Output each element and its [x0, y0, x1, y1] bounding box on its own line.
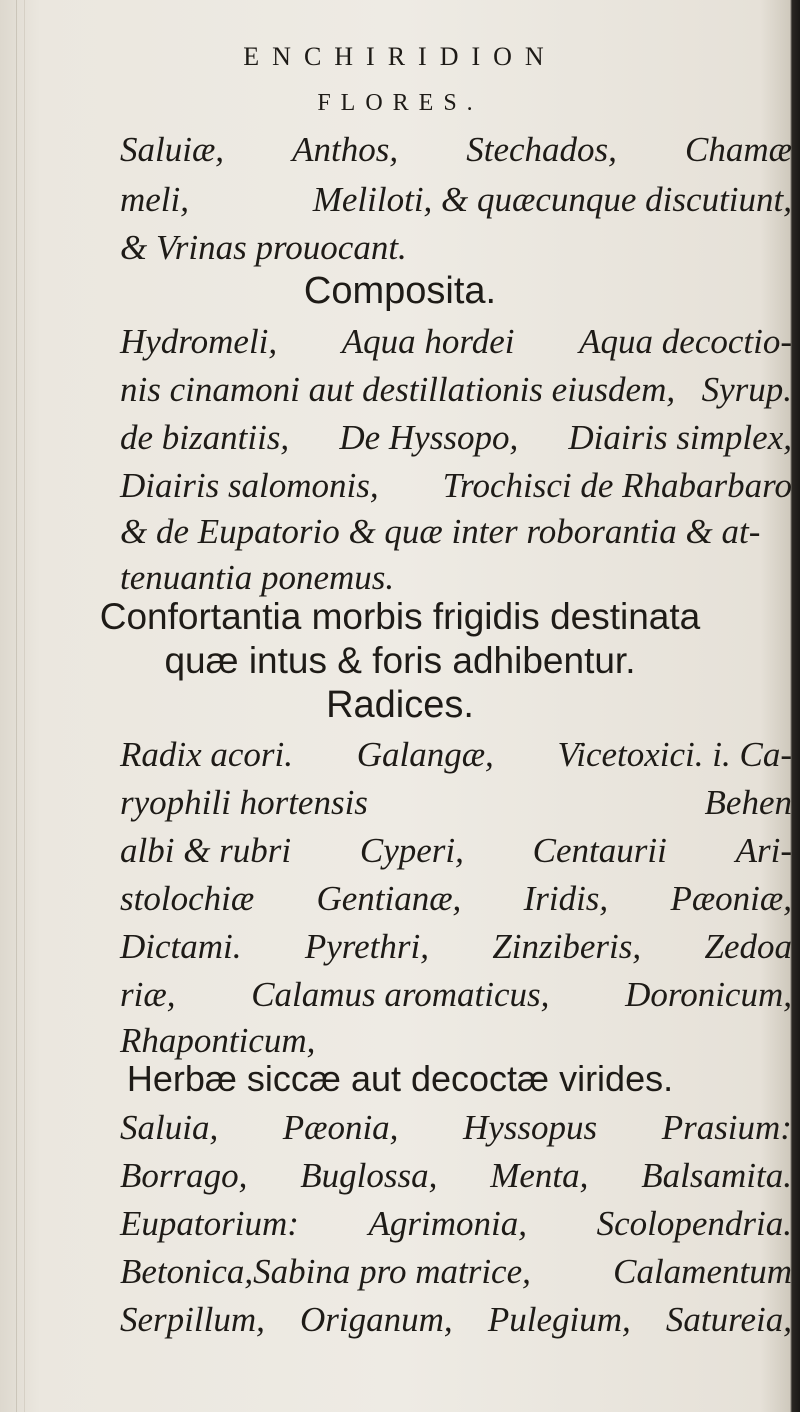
text-entry: Origanum, [300, 1300, 453, 1339]
text-entry: Galangæ, [356, 735, 494, 774]
flores-line-1 [120, 130, 792, 170]
text-entry: Vicetoxici. i. Ca- [557, 735, 792, 774]
section-title-herbae: Herbæ siccæ aut decoctæ virides. [126, 1058, 674, 1099]
text-entry: Hyssopus [462, 1108, 598, 1147]
text-entry: Menta, [490, 1156, 589, 1195]
text-entry: Calamus aromaticus, [251, 975, 550, 1014]
text-entry: De Hyssopo, [339, 418, 519, 457]
text-entry: Syrup. [701, 370, 792, 409]
text-entry: Scolopendria. [596, 1204, 792, 1243]
herbae-line-5 [120, 1300, 792, 1340]
herbae-line-2 [120, 1156, 792, 1196]
text-entry: Zedoa [704, 927, 792, 966]
composita-line-1 [120, 322, 792, 362]
composita-line-3 [120, 418, 792, 458]
text-entry: Calamentum [613, 1252, 792, 1291]
text-entry: Prasium: [661, 1108, 792, 1147]
composita-line-4 [120, 466, 792, 506]
text-entry: Stechados, [466, 130, 617, 169]
text-entry: riæ, [120, 975, 176, 1014]
text-entry: Ari- [735, 831, 792, 870]
radices-line-6 [120, 975, 792, 1015]
text-entry: Betonica,Sabina pro matrice, [120, 1252, 531, 1291]
text-entry: meli, [120, 180, 190, 219]
composita-line-5: & de Eupatorio & quæ inter roborantia & at- [120, 512, 761, 551]
text-entry: Serpillum, [120, 1300, 265, 1339]
text-entry: Trochisci de Rhabarbaro [442, 466, 792, 505]
herbae-line-3 [120, 1204, 792, 1244]
text-entry: Pulegium, [487, 1300, 631, 1339]
text-entry: Meliloti, & quæcunque discutiunt, [312, 180, 792, 219]
text-entry: de bizantiis, [120, 418, 290, 457]
flores-line-2 [120, 180, 792, 220]
radices-line-5 [120, 927, 792, 967]
text-entry: albi & rubri [120, 831, 292, 870]
text-entry: Pyrethri, [304, 927, 429, 966]
section-title-composita: Composita. [303, 270, 497, 312]
section-title-confortantia: Confortantia morbis frigidis destinata [99, 596, 701, 637]
text-entry: Eupatorium: [120, 1204, 299, 1243]
flores-line-3: & Vrinas prouocant. [120, 228, 407, 267]
text-entry: Diairis simplex, [568, 418, 792, 457]
radices-line-4 [120, 879, 792, 919]
section-title-radices: Radices. [326, 684, 474, 726]
text-entry: Saluia, [120, 1108, 219, 1147]
text-entry: Borrago, [120, 1156, 248, 1195]
text-entry: Zinziberis, [492, 927, 642, 966]
text-entry: Dictami. [120, 927, 242, 966]
running-head: ENCHIRIDION [243, 42, 557, 71]
herbae-line-1 [120, 1108, 792, 1148]
text-entry: Balsamita. [641, 1156, 792, 1195]
composita-line-2 [120, 370, 792, 410]
text-entry: Aqua hordei [341, 322, 515, 361]
text-entry: Agrimonia, [368, 1204, 527, 1243]
text-entry: Cyperi, [359, 831, 464, 870]
text-entry: Doronicum, [625, 975, 792, 1014]
text-entry: Pæoniæ, [670, 879, 792, 918]
text-entry: nis cinamoni aut destillationis eiusdem, [120, 370, 676, 409]
text-entry: ryophili hortensis [120, 783, 368, 822]
section-subtitle-confortantia: quæ intus & foris adhibentur. [164, 640, 636, 681]
radices-line-7: Rhaponticum, [120, 1021, 316, 1060]
herbae-line-4 [120, 1252, 792, 1292]
text-entry: stolochiæ [120, 879, 255, 918]
text-entry: Iridis, [523, 879, 609, 918]
text-entry: Saluiæ, [120, 130, 225, 169]
radices-line-2 [120, 783, 792, 823]
radices-line-3 [120, 831, 792, 871]
radices-line-1 [120, 735, 792, 775]
text-entry: Satureia, [665, 1300, 792, 1339]
text-entry: Diairis salomonis, [120, 466, 379, 505]
text-entry: Anthos, [292, 130, 399, 169]
text-entry: Hydromeli, [120, 322, 278, 361]
subhead-flores: FLORES. [317, 90, 483, 116]
text-entry: Centaurii [532, 831, 667, 870]
text-entry: Gentianæ, [316, 879, 462, 918]
text-entry: Pæonia, [282, 1108, 399, 1147]
text-entry: Behen [704, 783, 792, 822]
composita-line-6: tenuantia ponemus. [120, 558, 395, 597]
text-entry: Buglossa, [300, 1156, 438, 1195]
text-entry: Radix acori. [120, 735, 294, 774]
text-entry: Chamæ [685, 130, 792, 169]
text-entry: Aqua decoctio- [579, 322, 792, 361]
